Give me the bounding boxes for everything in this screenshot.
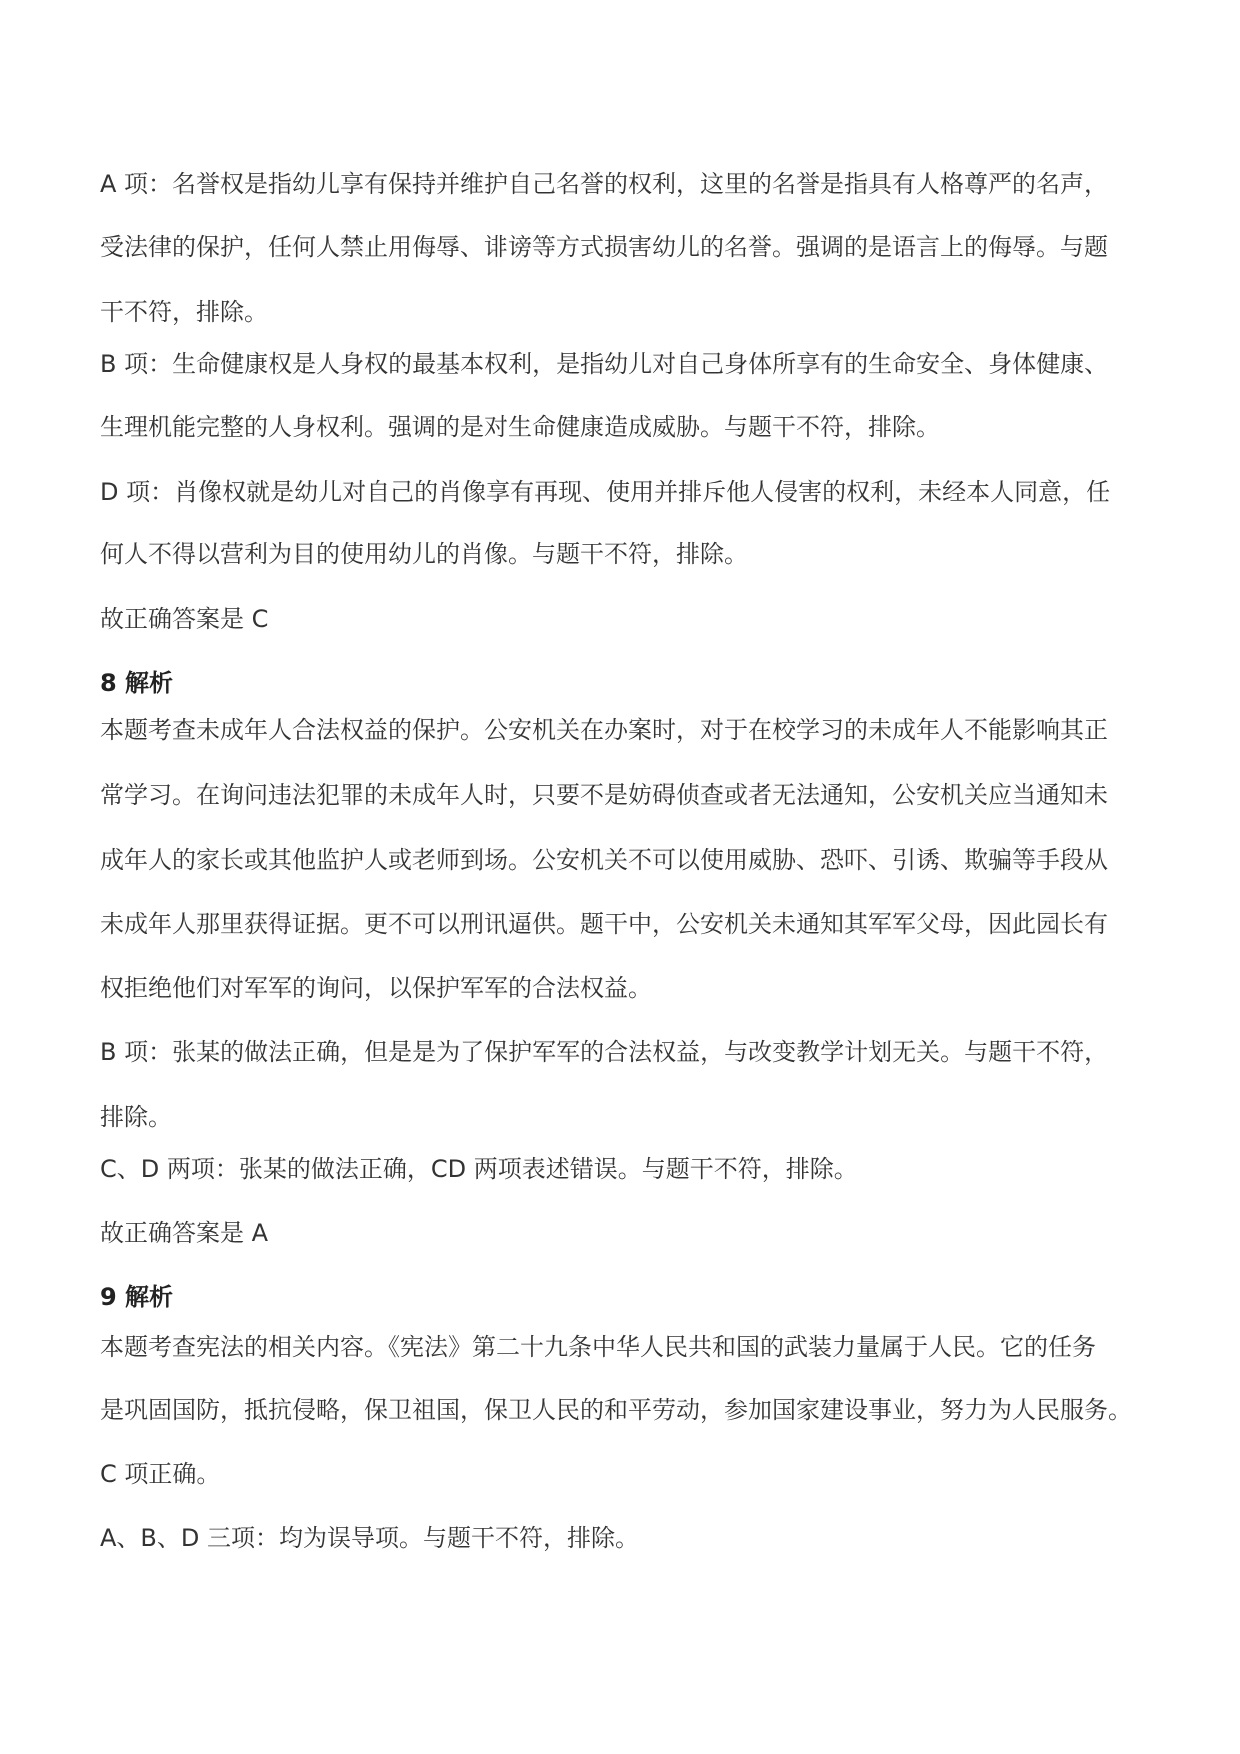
section-8-body-line-1: 本题考查未成年人合法权益的保护。公安机关在办案时，对于在校学习的未成年人不能影响其正 [100, 716, 1108, 744]
section-8-body-line-3: 成年人的家长或其他监护人或老师到场。公安机关不可以使用威胁、恐吓、引诱、欺骗等手段从 [100, 846, 1108, 874]
section-8-option-b-line-2: 排除。 [100, 1103, 172, 1131]
option-b-line-2: 生理机能完整的人身权利。强调的是对生命健康造成威胁。与题干不符，排除。 [100, 413, 940, 441]
section-9-body-line-2: 是巩固国防，抵抗侵略，保卫祖国，保卫人民的和平劳动，参加国家建设事业，努力为人民服务。 [100, 1396, 1132, 1424]
section-8-body-line-2: 常学习。在询问违法犯罪的未成年人时，只要不是妨碍侦查或者无法通知，公安机关应当通知未 [100, 781, 1108, 809]
section-9-body-line-3: C 项正确。 [100, 1460, 221, 1488]
option-a-line-1: A 项：名誉权是指幼儿享有保持并维护自己名誉的权利，这里的名誉是指具有人格尊严的名声， [100, 170, 1109, 198]
section-8-body-line-5: 权拒绝他们对军军的询问，以保护军军的合法权益。 [100, 974, 652, 1002]
section-8-heading: 8 解析 [100, 669, 174, 697]
section-8-answer: 故正确答案是 A [100, 1219, 269, 1247]
section-8-option-cd: C、D 两项：张某的做法正确，CD 两项表述错误。与题干不符，排除。 [100, 1155, 858, 1183]
option-b-line-1: B 项：生命健康权是人身权的最基本权利，是指幼儿对自己身体所享有的生命安全、身体健康、 [100, 350, 1109, 378]
section-9-heading: 9 解析 [100, 1283, 174, 1311]
section-8-option-b-line-1: B 项：张某的做法正确，但是是为了保护军军的合法权益，与改变教学计划无关。与题干不符， [100, 1038, 1109, 1066]
section-9-body-line-1: 本题考查宪法的相关内容。《宪法》第二十九条中华人民共和国的武装力量属于人民。它的任务 [100, 1333, 1096, 1361]
option-a-line-3: 干不符，排除。 [100, 298, 268, 326]
section-8-body-line-4: 未成年人那里获得证据。更不可以刑讯逼供。题干中，公安机关未通知其军军父母，因此园长有 [100, 910, 1108, 938]
option-a-line-2: 受法律的保护，任何人禁止用侮辱、诽谤等方式损害幼儿的名誉。强调的是语言上的侮辱。与题 [100, 233, 1108, 261]
section-9-option-abd: A、B、D 三项：均为误导项。与题干不符，排除。 [100, 1524, 639, 1552]
answer-prev: 故正确答案是 C [100, 605, 269, 633]
option-d-line-1: D 项：肖像权就是幼儿对自己的肖像享有再现、使用并排斥他人侵害的权利，未经本人同意，任 [100, 478, 1111, 506]
option-d-line-2: 何人不得以营利为目的使用幼儿的肖像。与题干不符，排除。 [100, 540, 748, 568]
